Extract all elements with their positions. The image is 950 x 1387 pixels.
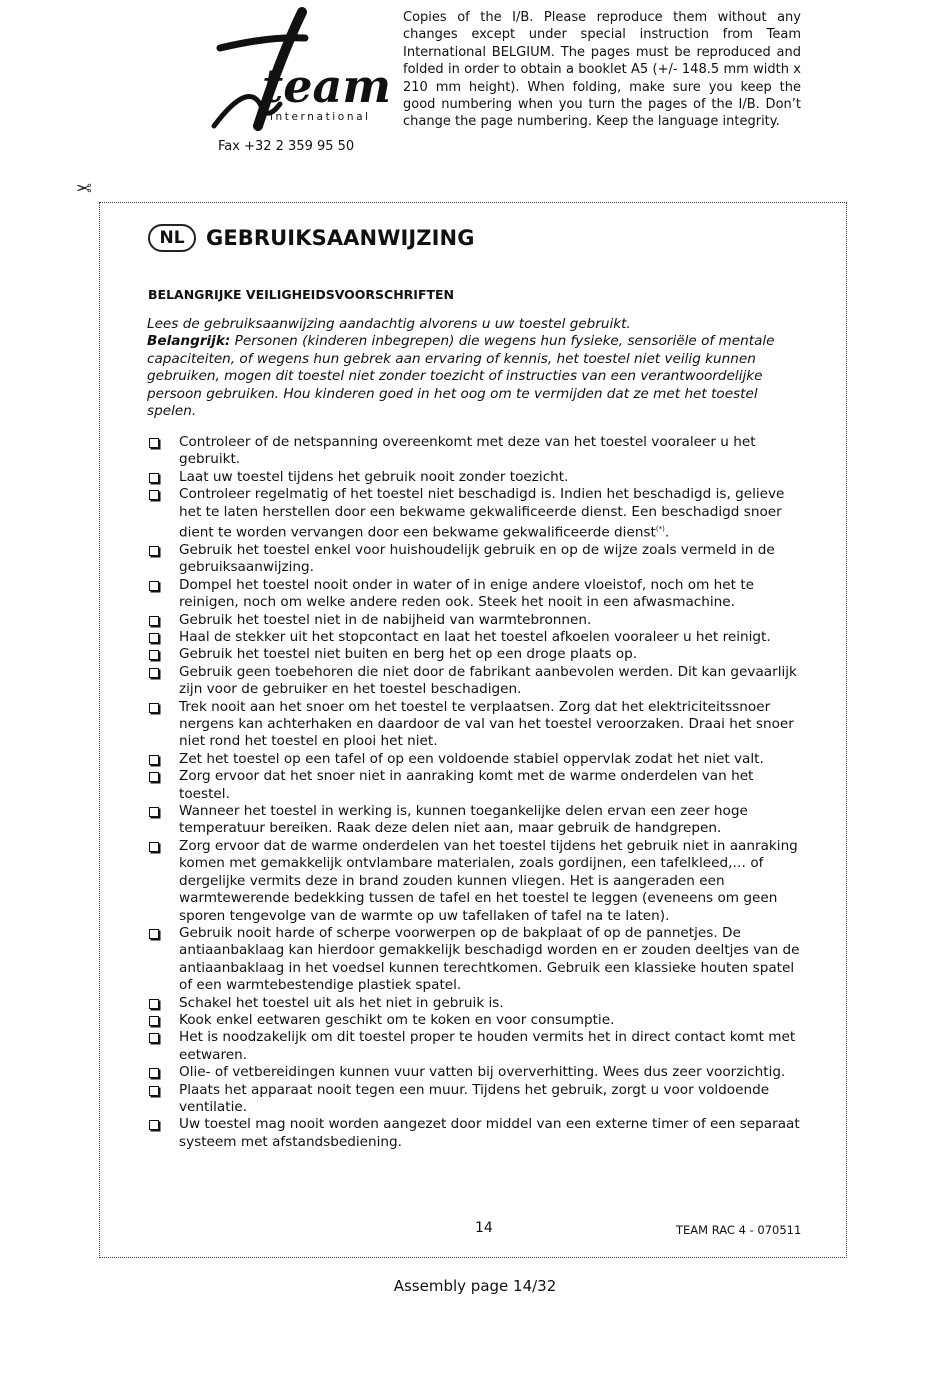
list-item: Gebruik geen toebehoren die niet door de fabrikant aanbevolen werden. Dit kan gevaarlijk zijn voor de gebruiker en het toestel beschadigen. xyxy=(148,664,804,699)
list-item: Zorg ervoor dat het snoer niet in aanraking komt met de warme onderdelen van het toestel. xyxy=(148,768,804,803)
list-item: Schakel het toestel uit als het niet in gebruik is. xyxy=(148,995,804,1012)
list-item: Olie- of vetbereidingen kunnen vuur vatten bij oververhitting. Wees dus zeer voorzichtig. xyxy=(148,1064,804,1081)
logo-subtitle: international xyxy=(270,111,371,123)
checkbox-bullet-icon xyxy=(149,1068,159,1078)
assembly-page-label: Assembly page 14/32 xyxy=(393,1277,557,1295)
list-item: Gebruik nooit harde of scherpe voorwerpen op de bakplaat of op de pannetjes. De antiaanbaklaag kan hierdoor gemakkelijk beschadigd worden en er zouden deeltjes van de antiaanbaklaag in het voedsel kunnen terechtkomen. Gebruik een klassieke houten spatel of een warmtebestendige plastiek spatel. xyxy=(148,925,804,995)
list-item: Zet het toestel op een tafel of op een voldoende stabiel oppervlak zodat het niet valt. xyxy=(148,751,804,768)
page-heading xyxy=(148,220,475,256)
important-paragraph xyxy=(147,333,807,420)
page-title: GEBRUIKSAANWIJZING xyxy=(206,226,475,250)
checkbox-bullet-icon xyxy=(149,807,159,817)
checkbox-bullet-icon xyxy=(149,842,159,852)
page-number: 14 xyxy=(475,1220,493,1236)
list-item: Gebruik het toestel niet buiten en berg het op een droge plaats op. xyxy=(148,646,804,663)
list-item: Het is noodzakelijk om dit toestel proper te houden vermits het in direct contact komt met eetwaren. xyxy=(148,1029,804,1064)
list-item: Controleer of de netspanning overeenkomt met deze van het toestel vooraleer u het gebruikt. xyxy=(148,434,804,469)
scissors-icon: ✂ xyxy=(76,176,92,198)
checkbox-bullet-icon xyxy=(149,633,159,643)
checkbox-bullet-icon xyxy=(149,438,159,448)
important-label: Belangrijk: xyxy=(147,333,231,350)
checkbox-bullet-icon xyxy=(149,668,159,678)
checkbox-bullet-icon xyxy=(149,581,159,591)
checkbox-bullet-icon xyxy=(149,755,159,765)
checkbox-bullet-icon xyxy=(149,1086,159,1096)
list-item: Dompel het toestel nooit onder in water of in enige andere vloeistof, noch om het te reinigen, noch om welke andere reden ook. Steek het nooit in een afwasmachine. xyxy=(148,577,804,612)
list-item: Wanneer het toestel in werking is, kunnen toegankelijke delen ervan een zeer hoge temperatuur bereiken. Raak deze delen niet aan, maar gebruik de handgrepen. xyxy=(148,803,804,838)
list-item: Kook enkel eetwaren geschikt om te koken en voor consumptie. xyxy=(148,1012,804,1029)
checkbox-bullet-icon xyxy=(149,1016,159,1026)
logo-word: team xyxy=(262,59,391,113)
logo-graphic xyxy=(210,8,391,130)
list-item: Plaats het apparaat nooit tegen een muur. Tijdens het gebruik, zorgt u voor voldoende ventilatie. xyxy=(148,1082,804,1117)
section-title: BELANGRIJKE VEILIGHEIDSVOORSCHRIFTEN xyxy=(148,287,455,302)
important-text: Personen (kinderen inbegrepen) die wegens hun fysieke, sensoriële of mentale capaciteiten, of wegens hun gebrek aan ervaring of kennis, het toestel niet veilig kunnen gebruiken, mogen dit toestel niet zonder toezicht of instructies van een verantwoordelijke persoon gebruiken. Hou kinderen goed in het oog om te vermijden dat ze met het toestel spelen. xyxy=(147,333,775,420)
checkbox-bullet-icon xyxy=(149,772,159,782)
intro-line: Lees de gebruiksaanwijzing aandachtig alvorens u uw toestel gebruikt. xyxy=(147,316,631,332)
checkbox-bullet-icon xyxy=(149,929,159,939)
language-badge: NL xyxy=(148,224,196,252)
checkbox-bullet-icon xyxy=(149,546,159,556)
fax-number: Fax +32 2 359 95 50 xyxy=(218,139,355,154)
team-international-logo xyxy=(210,8,391,130)
checkbox-bullet-icon xyxy=(149,1033,159,1043)
list-item: Trek nooit aan het snoer om het toestel te verplaatsen. Zorg dat het elektriciteitssnoer nergens kan achterhaken en daardoor de val van het toestel veroorzaken. Draai het snoer niet rond het toestel en plooi het niet. xyxy=(148,699,804,751)
checkbox-bullet-icon xyxy=(149,490,159,500)
checkbox-bullet-icon xyxy=(149,703,159,713)
list-item: Laat uw toestel tijdens het gebruik nooit zonder toezicht. xyxy=(148,469,804,486)
reproduction-notice: Copies of the I/B. Please reproduce them without any changes except under special instruction from Team International BELGIUM. The pages must be reproduced and folded in order to obtain a booklet A5 (+/- 148.5 mm width x 210 mm height). When folding, make sure you keep the good numbering when you turn the pages of the I/B. Don’t change the page numbering. Keep the language integrity. xyxy=(403,10,801,130)
list-item: Uw toestel mag nooit worden aangezet door middel van een externe timer of een separaat systeem met afstandsbediening. xyxy=(148,1116,804,1151)
list-item: Controleer regelmatig of het toestel niet beschadigd is. Indien het beschadigd is, gelieve het te laten herstellen door een bekwame gekwalificeerde dienst. Een beschadigd snoer dient te worden vervangen door een bekwame gekwalificeerde dienst(*). xyxy=(148,486,804,542)
checkbox-bullet-icon xyxy=(149,999,159,1009)
checkbox-bullet-icon xyxy=(149,473,159,483)
intro-text xyxy=(147,316,807,420)
checkbox-bullet-icon xyxy=(149,1120,159,1130)
checkbox-bullet-icon xyxy=(149,650,159,660)
checkbox-bullet-icon xyxy=(149,616,159,626)
safety-rules-list xyxy=(148,434,804,1151)
list-item: Zorg ervoor dat de warme onderdelen van het toestel tijdens het gebruik niet in aanraking komen met gemakkelijk ontvlambare materialen, zoals gordijnen, een tafelkleed,… of dergelijke vermits deze in brand zouden kunnen vliegen. Het is aangeraden een warmtewerende bedekking tussen de tafel en het toestel te leggen (eveneens om geen sporen tengevolge van de warmte op uw tafellaken of tafel na te laten). xyxy=(148,838,804,925)
list-item: Gebruik het toestel niet in de nabijheid van warmtebronnen. xyxy=(148,612,804,629)
list-item: Haal de stekker uit het stopcontact en laat het toestel afkoelen vooraleer u het reinigt. xyxy=(148,629,804,646)
footnote-marker: (*) xyxy=(655,525,665,534)
model-code: TEAM RAC 4 - 070511 xyxy=(676,1223,802,1237)
list-item: Gebruik het toestel enkel voor huishoudelijk gebruik en op de wijze zoals vermeld in de gebruiksaanwijzing. xyxy=(148,542,804,577)
